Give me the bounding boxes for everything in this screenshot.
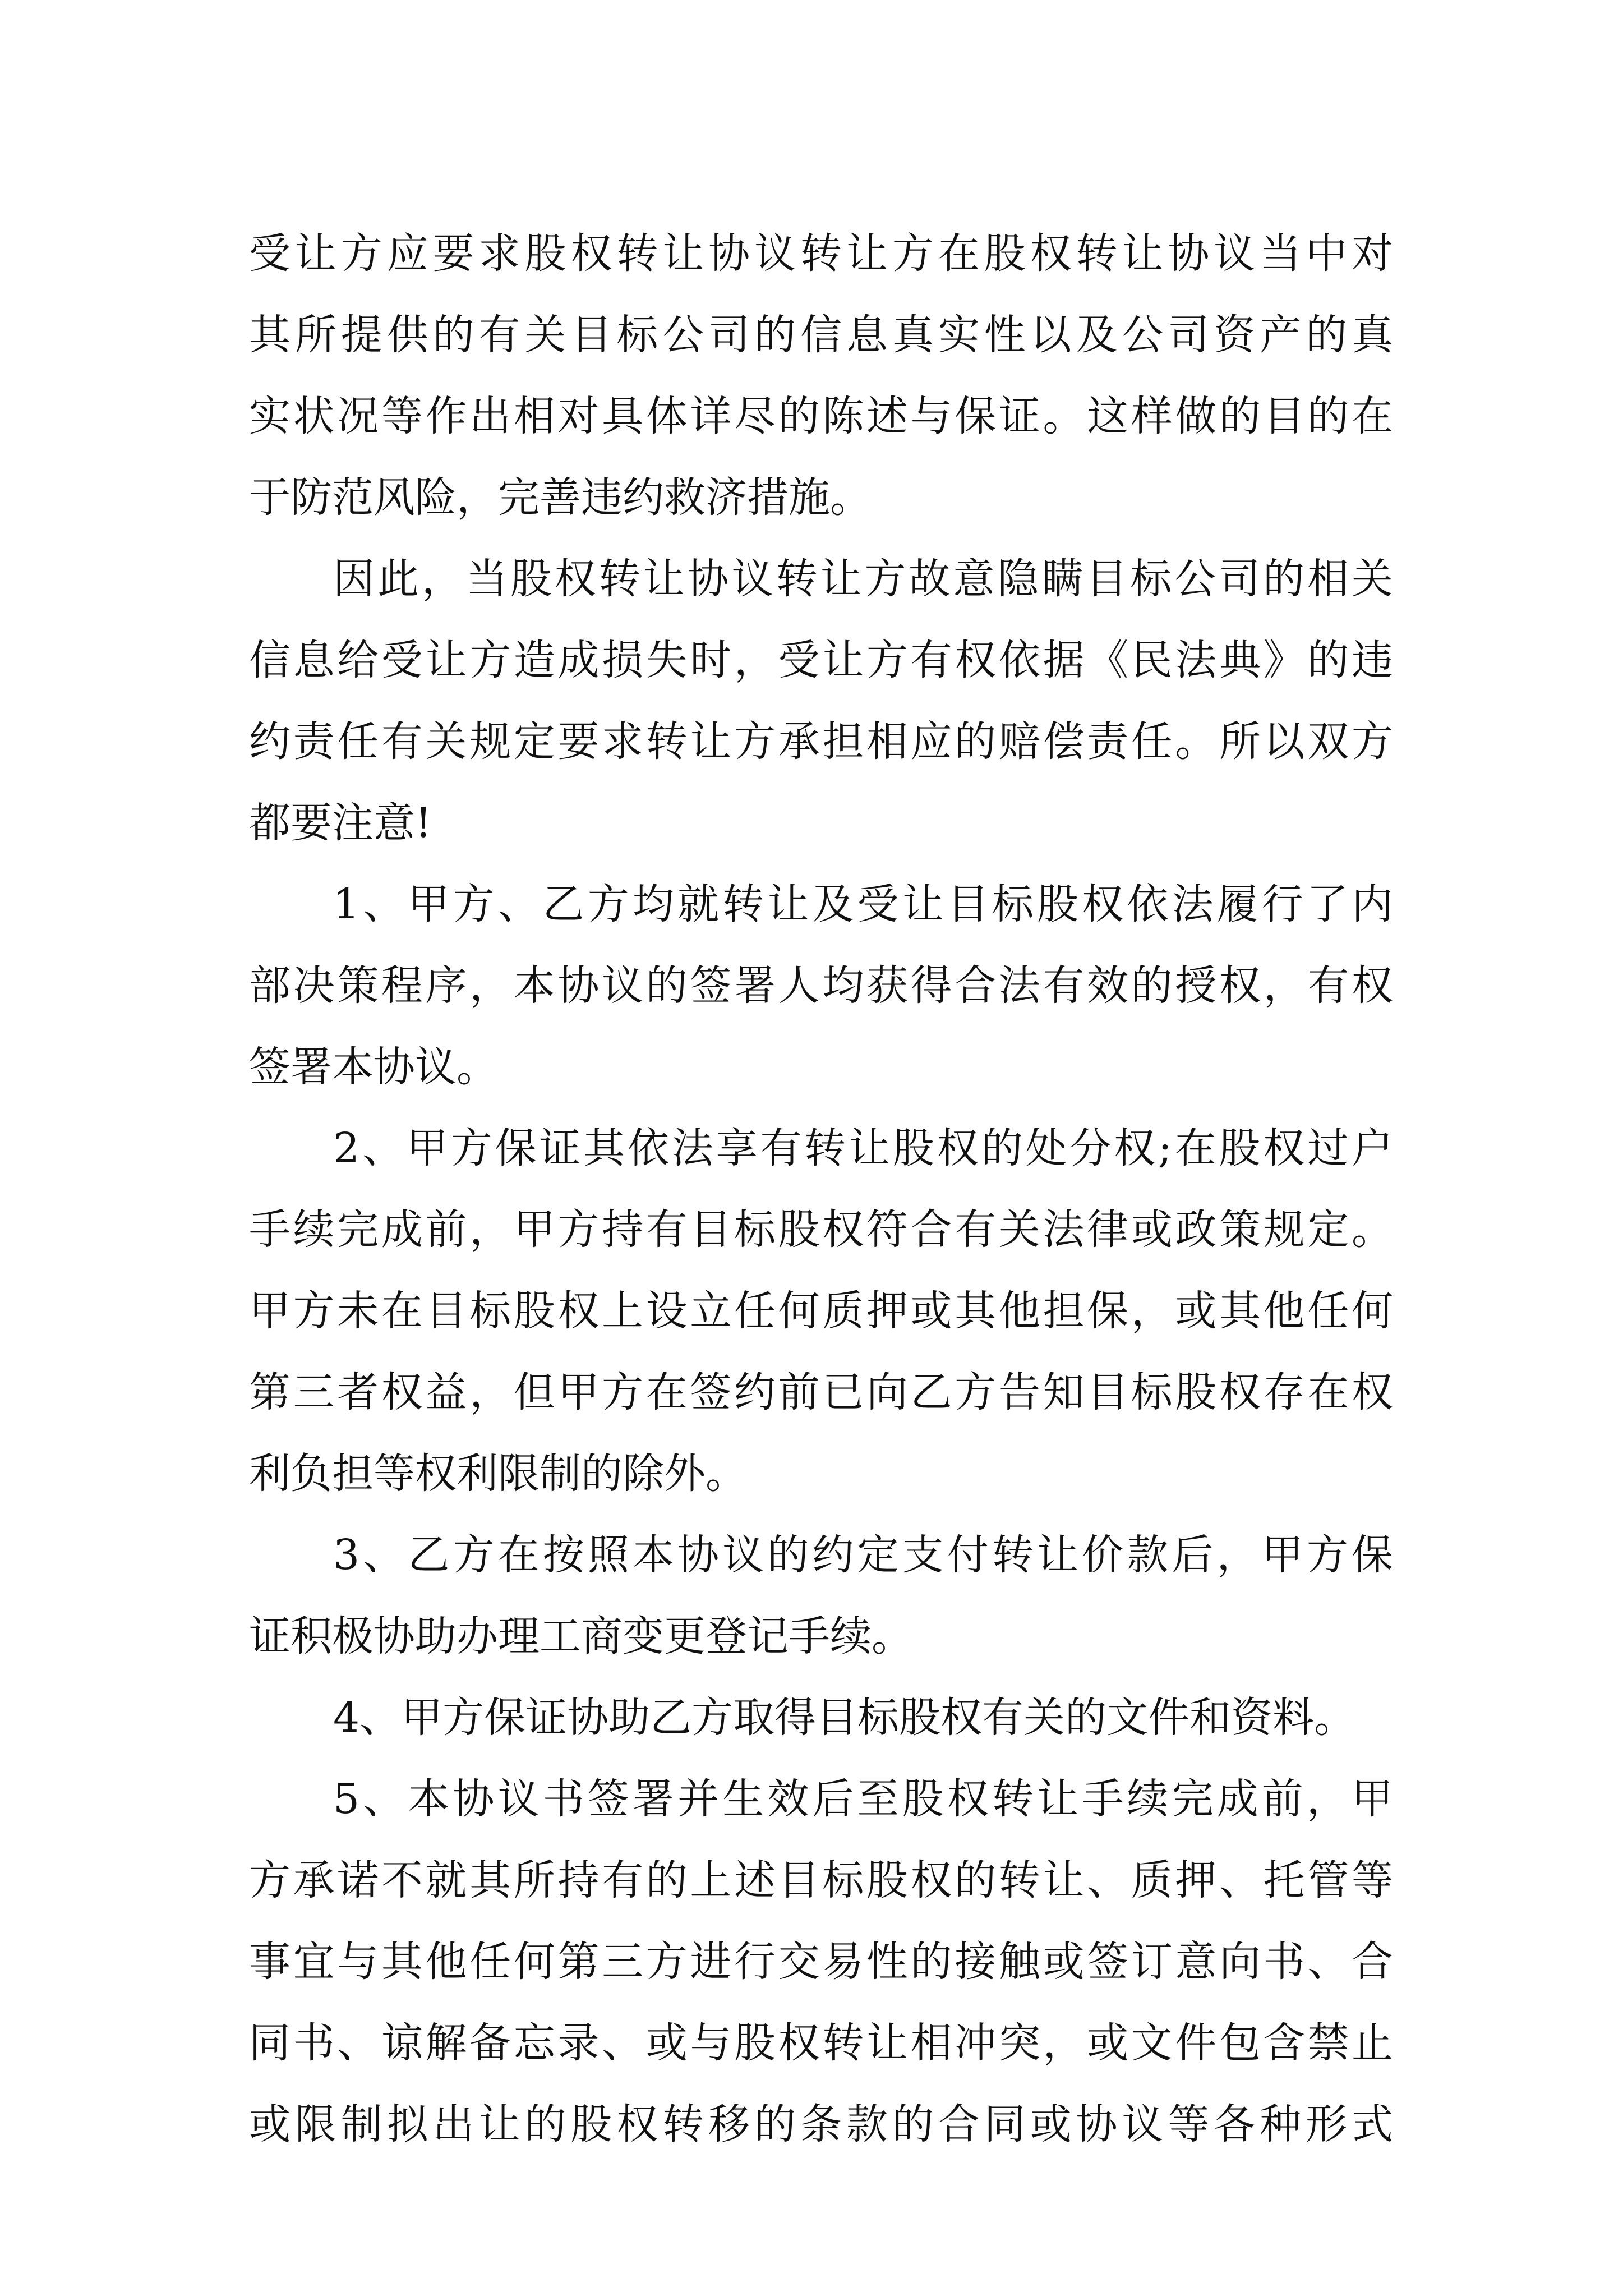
text-line: 事宜与其他任何第三方进行交易性的接触或签订意向书、合 bbox=[249, 1938, 1393, 1986]
text-line: 4、甲方保证协助乙方取得目标股权有关的文件和资料。 bbox=[333, 1694, 1356, 1742]
text-line: 手续完成前，甲方持有目标股权符合有关法律或政策规定。 bbox=[249, 1205, 1393, 1254]
text-line: 利负担等权利限制的除外。 bbox=[249, 1450, 747, 1498]
text-line: 1、甲方、乙方均就转让及受让目标股权依法履行了内 bbox=[333, 880, 1393, 928]
text-line: 实状况等作出相对具体详尽的陈述与保证。这样做的目的在 bbox=[249, 392, 1393, 440]
text-line: 第三者权益，但甲方在签约前已向乙方告知目标股权存在权 bbox=[249, 1368, 1393, 1416]
text-line: 因此，当股权转让协议转让方故意隐瞒目标公司的相关 bbox=[333, 555, 1393, 603]
text-line: 都要注意! bbox=[249, 799, 432, 847]
text-line: 证积极协助办理工商变更登记手续。 bbox=[249, 1612, 913, 1660]
text-line: 2、甲方保证其依法享有转让股权的处分权;在股权过户 bbox=[333, 1124, 1393, 1172]
text-line: 部决策程序，本协议的签署人均获得合法有效的授权，有权 bbox=[249, 961, 1393, 1010]
text-line: 约责任有关规定要求转让方承担相应的赔偿责任。所以双方 bbox=[249, 717, 1393, 766]
text-line: 或限制拟出让的股权转移的条款的合同或协议等各种形式 bbox=[249, 2100, 1393, 2148]
text-line: 于防范风险，完善违约救济措施。 bbox=[249, 473, 872, 522]
text-line: 其所提供的有关目标公司的信息真实性以及公司资产的真 bbox=[249, 311, 1393, 359]
document-body bbox=[249, 213, 1393, 2165]
text-line: 5、本协议书签署并生效后至股权转让手续完成前，甲 bbox=[333, 1775, 1393, 1823]
text-line: 3、乙方在按照本协议的约定支付转让价款后，甲方保 bbox=[333, 1531, 1393, 1579]
text-line: 甲方未在目标股权上设立任何质押或其他担保，或其他任何 bbox=[249, 1287, 1393, 1335]
text-line: 方承诺不就其所持有的上述目标股权的转让、质押、托管等 bbox=[249, 1856, 1393, 1904]
text-line: 信息给受让方造成损失时，受让方有权依据《民法典》的违 bbox=[249, 636, 1393, 684]
text-line: 签署本协议。 bbox=[249, 1043, 498, 1091]
text-line: 同书、谅解备忘录、或与股权转让相冲突，或文件包含禁止 bbox=[249, 2019, 1393, 2067]
text-line: 受让方应要求股权转让协议转让方在股权转让协议当中对 bbox=[249, 229, 1393, 278]
